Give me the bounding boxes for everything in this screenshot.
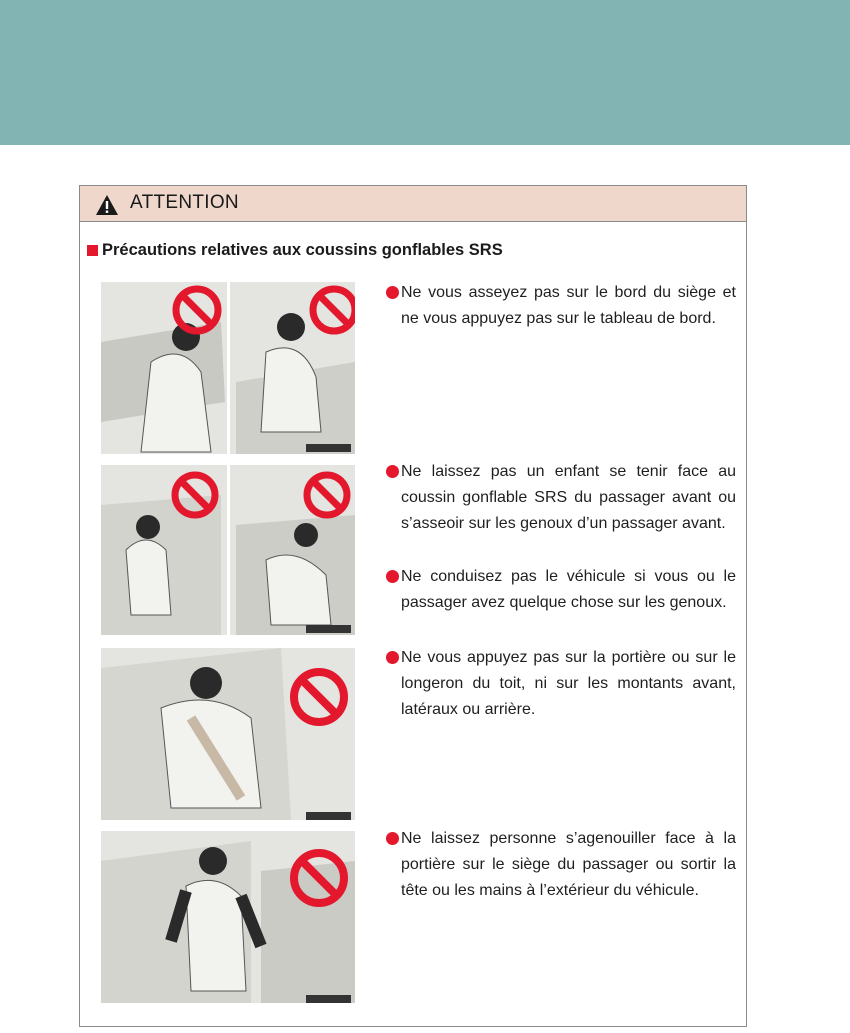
red-square-bullet-icon xyxy=(87,245,98,256)
list-item: Ne laissez pas un enfant se tenir face au coussin gonflable SRS du passager avant ou s’asseoir sur les genoux d’un passager avant. xyxy=(386,459,736,537)
list-item: Ne vous asseyez pas sur le bord du siège et ne vous appuyez pas sur le tableau de bord. xyxy=(386,280,736,332)
illustration-kneeling xyxy=(101,831,355,1003)
red-bullet-icon xyxy=(386,570,399,583)
list-item: Ne laissez personne s’agenouiller face à la portière sur le siège du passager ou sortir la tête ou les mains à l’extérieur du véhicule. xyxy=(386,826,736,904)
list-item: Ne conduisez pas le véhicule si vous ou le passager avez quelque chose sur les genoux. xyxy=(386,564,736,616)
illustration-seat-edge xyxy=(101,282,355,454)
red-bullet-icon xyxy=(386,832,399,845)
attention-box xyxy=(79,185,747,1027)
list-item: Ne vous appuyez pas sur la portière ou sur le longeron du toit, ni sur les montants avant, latéraux ou arrière. xyxy=(386,645,736,723)
section-subtitle-text: Précautions relatives aux coussins gonflables SRS xyxy=(102,241,503,259)
red-bullet-icon xyxy=(386,465,399,478)
illustration-leaning-door xyxy=(101,648,355,820)
header-band xyxy=(0,0,850,145)
warning-triangle-icon xyxy=(95,194,119,216)
red-bullet-icon xyxy=(386,651,399,664)
red-bullet-icon xyxy=(386,286,399,299)
attention-header xyxy=(80,186,746,222)
section-subtitle xyxy=(87,241,503,260)
illustration-child-airbag xyxy=(101,465,355,635)
attention-title: ATTENTION xyxy=(130,192,239,213)
